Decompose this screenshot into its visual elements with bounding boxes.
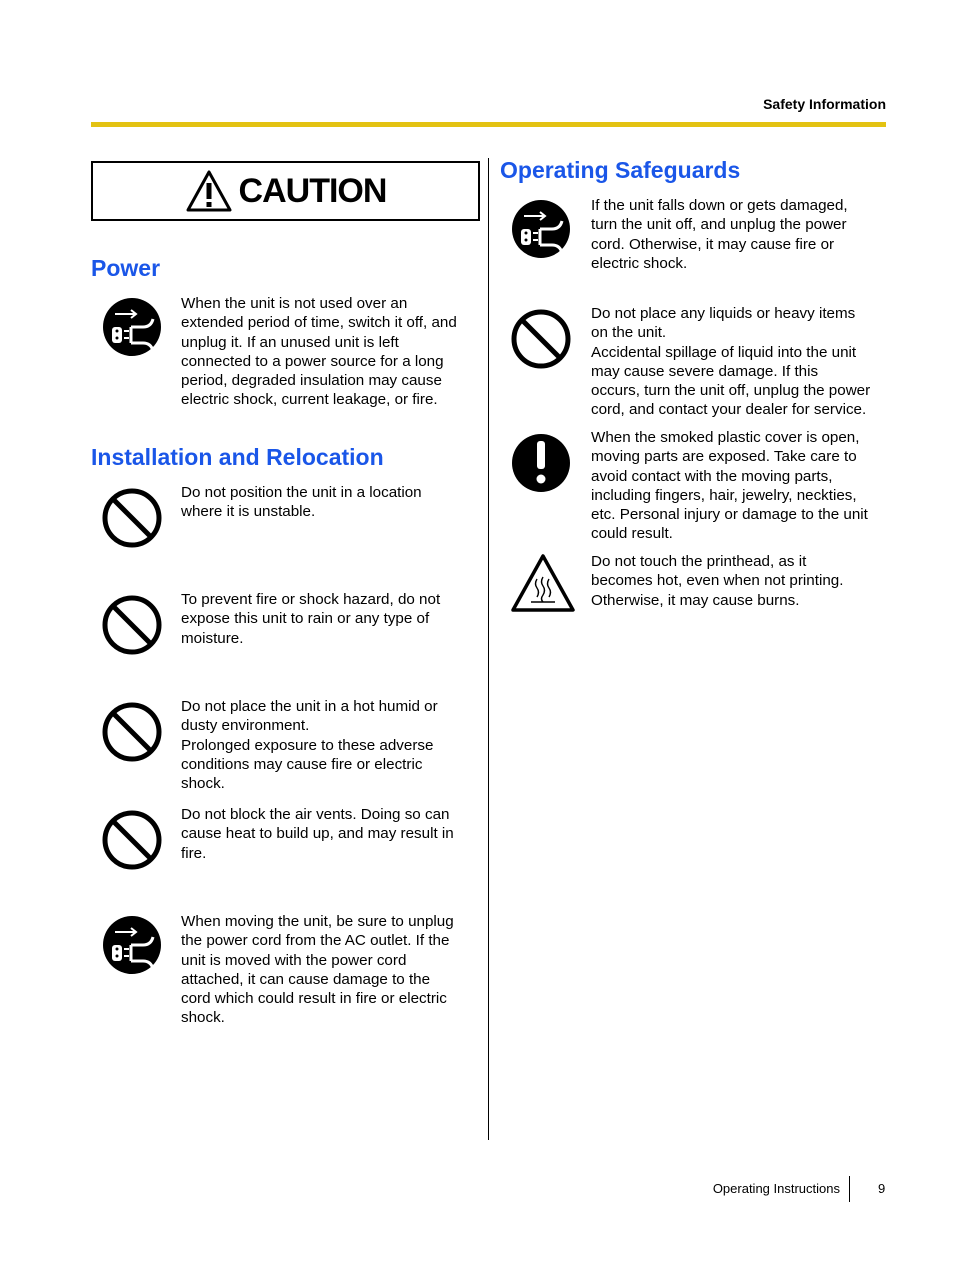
power-item — [91, 294, 457, 410]
item-text: If the unit falls down or gets damaged, turn the unit off, and unplug the power cord. Otherwise, it may cause fire or electric shock. — [591, 197, 848, 272]
item-text: When moving the unit, be sure to unplug the power cord from the AC outlet. If the unit is moved with the power cord attached, it can cause damage to the cord which could result in fire or electric shock. — [181, 913, 454, 1027]
installation-item — [91, 483, 422, 554]
power-heading: Power — [91, 255, 161, 281]
page-number: 9 — [878, 1181, 886, 1196]
prohibited-icon — [91, 805, 181, 876]
installation-item — [91, 697, 438, 793]
item-text: To prevent fire or shock hazard, do not expose this unit to rain or any type of moisture. — [181, 591, 441, 647]
item-text: Do not position the unit in a location where it is unstable. — [181, 484, 422, 521]
installation-item — [91, 805, 454, 876]
caution-banner — [91, 161, 480, 221]
prohibited-icon — [510, 304, 591, 420]
hot-surface-icon — [510, 552, 591, 619]
header-rule — [91, 122, 886, 127]
item-text: Do not touch the printhead, as it becomes hot, even when not printing. Otherwise, it may cause burns. — [591, 553, 844, 609]
operating-item — [510, 196, 848, 273]
section-title: Safety Information — [763, 96, 886, 112]
prohibited-icon — [91, 697, 181, 793]
item-text: Do not place the unit in a hot humid or dusty environment. Prolonged exposure to these adverse conditions may cause fire or electric shock. — [181, 698, 438, 793]
installation-heading: Installation and Relocation — [91, 444, 384, 470]
item-text: When the smoked plastic cover is open, moving parts are exposed. Take care to avoid contact with the moving parts, including fingers, hair, jewelry, neckties, etc. Personal injury or damage to the unit could result. — [591, 429, 868, 543]
prohibited-icon — [91, 483, 181, 554]
operating-item — [510, 304, 870, 420]
footer-divider — [849, 1176, 850, 1202]
operating-item — [510, 552, 843, 619]
item-text: Do not place any liquids or heavy items on the unit. Accidental spillage of liquid into the unit may cause severe damage. If this occurs, turn the unit off, unplug the power cord, and contact your dealer for service. — [591, 305, 871, 419]
unplug-icon — [510, 196, 591, 273]
prohibited-icon — [91, 590, 181, 661]
operating-item — [510, 428, 868, 544]
unplug-icon — [91, 294, 181, 410]
mandatory-exclamation-icon — [510, 428, 591, 544]
operating-heading: Operating Safeguards — [500, 157, 741, 183]
footer-label: Operating Instructions — [712, 1181, 840, 1196]
warning-triangle-icon — [185, 169, 233, 213]
column-divider — [488, 158, 489, 1140]
installation-item — [91, 912, 454, 1028]
item-text: When the unit is not used over an extended period of time, switch it off, and unplug it. If an unused unit is left connected to a power source for a long period, degraded insulation may cause electric shock, current leakage, or fire. — [181, 295, 457, 409]
item-text: Do not block the air vents. Doing so can cause heat to build up, and may result in fire. — [181, 806, 454, 862]
caution-label: CAUTION — [238, 171, 387, 210]
installation-item — [91, 590, 440, 661]
unplug-icon — [91, 912, 181, 1028]
